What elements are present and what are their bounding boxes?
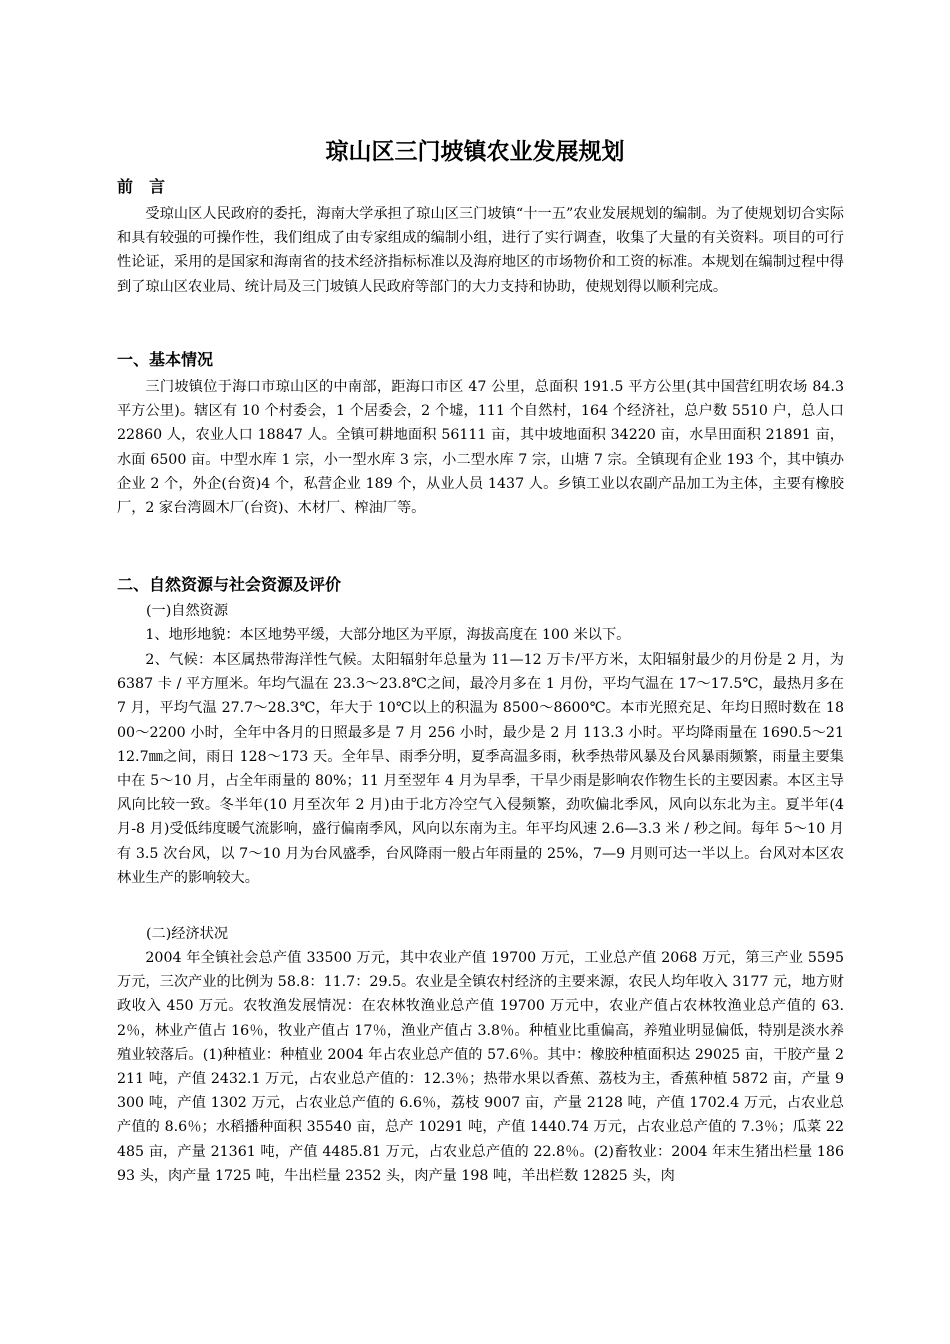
economy-subheading: (二)经济状况: [146, 926, 229, 942]
section-basic-paragraph: 三门坡镇位于海口市琼山区的中南部，距海口市区 47 公里，总面积 191.5 平方公里(其中国营红明农场 84.3 平方公里)。辖区有 10 个村委会，1 个居委会，2 个墟，111 个自然村，164 个经济社，总户数 5510 户，总人口 22860 人，农业人口 18847 人。全镇可耕地面积 56111 亩，其中坡地面积 34220 亩，水旱田面积 21891 亩，水面 6500 亩。中型水库 1 宗，小一型水库 3 宗，小二型水库 7 宗，山塘 7 宗。全镇现有企业 193 个，其中镇办企业 2 个，外企(台资)4 个，私营企业 189 个，从业人员 1437 人。乡镇工业以农副产品加工为主体，主要有橡胶厂，2 家台湾圆木厂(台资)、木材厂、榨油厂等。: [117, 379, 844, 517]
section-basic-heading: 一、基本情况: [117, 350, 214, 369]
document-title: 琼山区三门坡镇农业发展规划: [325, 139, 625, 165]
preface-heading: 前 言: [117, 177, 166, 196]
terrain-paragraph: 1、地形地貌：本区地势平缓，大部分地区为平原，海拔高度在 100 米以下。: [145, 627, 631, 643]
section-resources-heading: 二、自然资源与社会资源及评价: [117, 575, 342, 594]
natural-resources-subheading: (一)自然资源: [146, 603, 229, 619]
climate-paragraph: 2、气候：本区属热带海洋性气候。太阳辐射年总量为 11—12 万卡/平方米，太阳辐射最少的月份是 2 月，为 6387 卡 / 平方厘米。年均气温在 23.3～23.8℃之间，最冷月多在 1 月份，平均气温在 17～17.5℃，最热月多在 7 月，平均气温 27.7～28.3℃，年大于 10℃以上的积温为 8500～8600℃。本市光照充足、年均日照时数在 1800～2200 小时，全年中各月的日照最多是 7 月 256 小时，最少是 2 月 113.3 小时。平均降雨量在 1690.5～2112.7㎜之间，雨日 128～173 天。全年旱、雨季分明，夏季高温多雨，秋季热带风暴及台风暴雨频繁，雨量主要集中在 5～10 月，占全年雨量的 80%；11 月至翌年 4 月为旱季，干旱少雨是影响农作物生长的主要因素。本区主导风向比较一致。冬半年(10 月至次年 2 月)由于北方冷空气入侵频繁，劲吹偏北季风，风向以东北为主。夏半年(4 月-8 月)受低纬度暖气流影响，盛行偏南季风，风向以东南为主。年平均风速 2.6—3.3 米 / 秒之间。每年 5～10 月有 3.5 次台风，以 7～10 月为台风盛季，台风降雨一般占年雨量的 25%，7—9 月则可达一半以上。台风对本区农林业生产的影响较大。: [117, 652, 844, 886]
economy-paragraph: 2004 年全镇社会总产值 33500 万元，其中农业产值 19700 万元，工业总产值 2068 万元，第三产业 5595 万元，三次产业的比例为 58.8：11.7：29.5。农业是全镇农村经济的主要来源，农民人均年收入 3177 元，地方财政收入 450 万元。农牧渔发展情况：在农林牧渔业总产值 19700 万元中，农业产值占农林牧渔业总产值的 63.2％，林业产值占 16％，牧业产值占 17％，渔业产值占 3.8％。种植业比重偏高，养殖业明显偏低，特别是淡水养殖业较落后。(1)种植业：种植业 2004 年占农业总产值的 57.6％。其中：橡胶种植面积达 29025 亩，干胶产量 2211 吨，产值 2432.1 万元，占农业总产值的：12.3％；热带水果以香蕉、荔枝为主，香蕉种植 5872 亩，产量 9300 吨，产值 1302 万元，占农业总产值的 6.6％，荔枝 9007 亩，产量 2128 吨，产值 1702.4 万元，占农业总产值的 8.6％；水稻播种面积 35540 亩，总产 10291 吨，产值 1440.74 万元，占农业总产值的 7.3％；瓜菜 22485 亩，产量 21361 吨，产值 4485.81 万元，占农业总产值的 22.8％。(2)畜牧业：2004 年末生猪出栏量 18693 头，肉产量 1725 吨，牛出栏量 2352 头，肉产量 198 吨，羊出栏数 12825 头，肉: [117, 950, 844, 1184]
preface-paragraph: 受琼山区人民政府的委托，海南大学承担了琼山区三门坡镇“十一五”农业发展规划的编制。为了使规划切合实际和具有较强的可操作性，我们组成了由专家组成的编制小组，进行了实行调查，收集了大量的有关资料。项目的可行性论证，采用的是国家和海南省的技术经济指标标准以及海府地区的市场物价和工资的标准。本规划在编制过程中得到了琼山区农业局、统计局及三门坡镇人民政府等部门的大力支持和协助，使规划得以顺利完成。: [117, 206, 844, 295]
